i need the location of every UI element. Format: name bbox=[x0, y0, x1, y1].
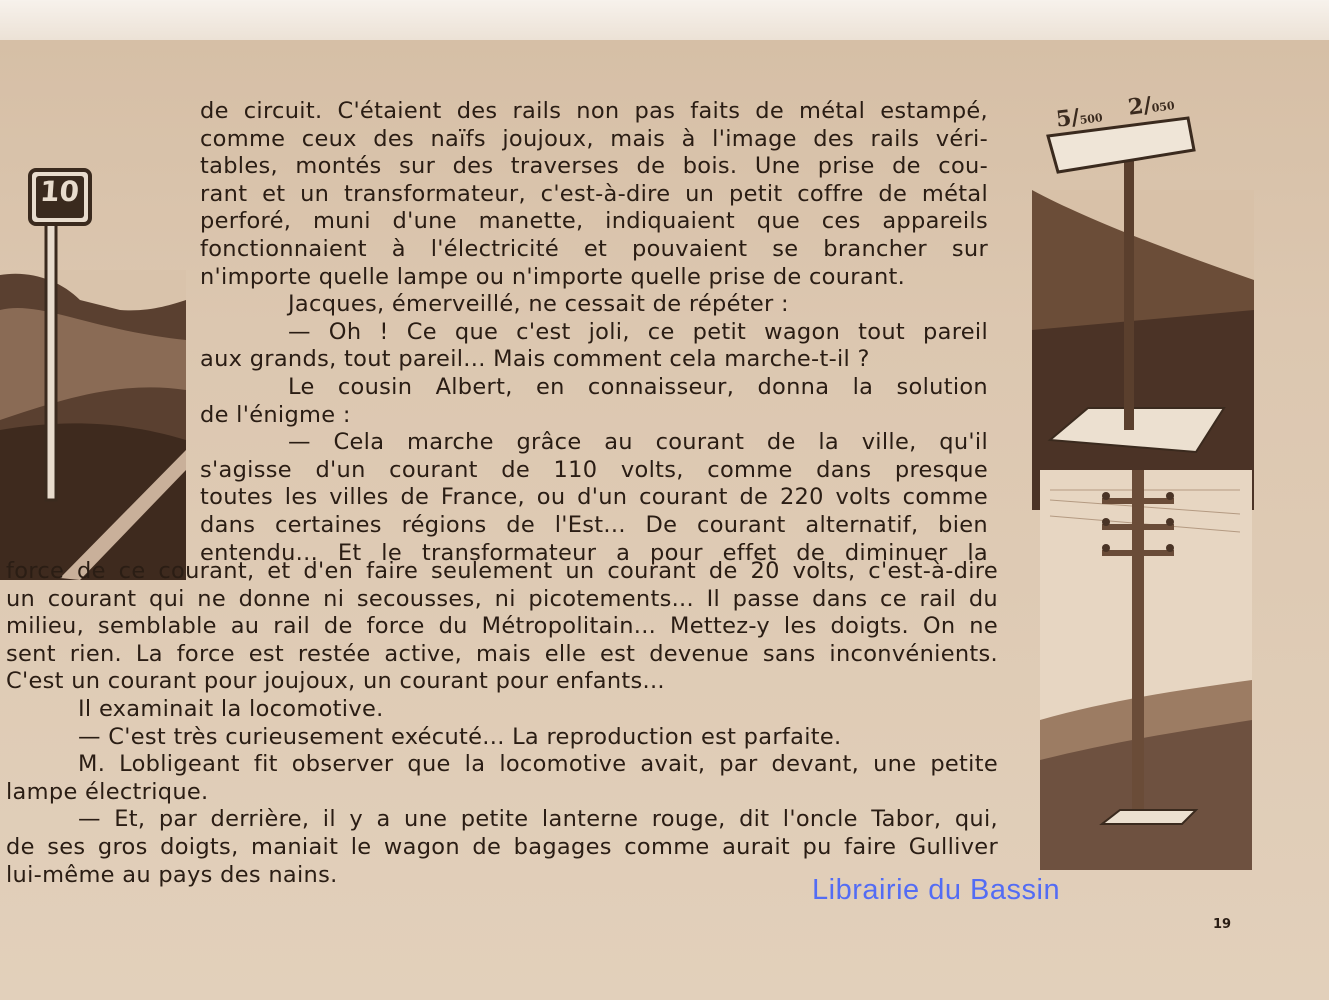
text-line: M. Lobligeant fit observer que la locomotive avait, par devant, une petite bbox=[78, 751, 998, 778]
text-line: — Oh ! Ce que c'est joli, ce petit wagon tout pareil bbox=[288, 318, 988, 345]
text-column-wide bbox=[6, 558, 998, 889]
text-line: de circuit. C'étaient des rails non pas faits de métal estampé, bbox=[200, 98, 988, 124]
text-line: un courant qui ne donne ni secousses, ni picotements... Il passe dans ce rail du bbox=[6, 585, 998, 612]
text-line: force de ce courant, et d'en faire seulement un courant de 20 volts, c'est-à-dire bbox=[6, 558, 998, 584]
text-line: tables, montés sur des traverses de bois. Une prise de cou- bbox=[200, 153, 988, 180]
gradient-post-illustration bbox=[1028, 80, 1258, 520]
text-line: sent rien. La force est restée active, mais elle est devenue sans inconvénients. bbox=[6, 640, 998, 667]
text-line: C'est un courant pour joujoux, un courant pour enfants... bbox=[6, 668, 665, 695]
text-line: entendu... Et le transformateur a pour effet de diminuer la bbox=[200, 539, 988, 566]
text-line: s'agisse d'un courant de 110 volts, comme dans presque bbox=[200, 456, 988, 483]
page-number: 19 bbox=[1213, 917, 1232, 932]
text-line: — C'est très curieusement exécuté... La reproduction est parfaite. bbox=[78, 723, 842, 750]
text-line: — Cela marche grâce au courant de la ville, qu'il bbox=[288, 429, 988, 456]
text-line: comme ceux des naïfs joujoux, mais à l'image des rails véri- bbox=[200, 125, 988, 152]
milepost-illustration bbox=[0, 100, 190, 590]
gradient-sign-right: 2/050 bbox=[1126, 92, 1176, 121]
text-line: lampe électrique. bbox=[6, 778, 209, 805]
text-line: — Et, par derrière, il y a une petite lanterne rouge, dit l'oncle Tabor, qui, bbox=[78, 806, 998, 833]
telegraph-pole-illustration bbox=[1040, 470, 1252, 870]
text-line: n'importe quelle lampe ou n'importe quelle prise de courant. bbox=[200, 263, 906, 290]
milepost-number: 10 bbox=[38, 175, 81, 208]
text-line: aux grands, tout pareil... Mais comment cela marche-t-il ? bbox=[200, 346, 870, 373]
gradient-sign-left: 5/500 bbox=[1054, 104, 1104, 133]
text-line: de l'énigme : bbox=[200, 401, 351, 428]
text-column-narrow bbox=[200, 98, 988, 567]
text-line: dans certaines régions de l'Est... De courant alternatif, bien bbox=[200, 511, 988, 538]
text-line: Le cousin Albert, en connaisseur, donna la solution bbox=[288, 373, 988, 400]
text-line: lui-même au pays des nains. bbox=[6, 861, 338, 888]
watermark: Librairie du Bassin bbox=[812, 874, 1061, 906]
text-line: de ses gros doigts, maniait le wagon de bagages comme aurait pu faire Gulliver bbox=[6, 833, 998, 860]
text-line: Il examinait la locomotive. bbox=[78, 695, 384, 722]
text-line: milieu, semblable au rail de force du Métropolitain... Mettez-y les doigts. On ne bbox=[6, 613, 998, 640]
text-line: rant et un transformateur, c'est-à-dire un petit coffre de métal bbox=[200, 180, 988, 207]
text-line: Jacques, émerveillé, ne cessait de répéter : bbox=[288, 291, 789, 318]
page-top-edge bbox=[0, 0, 1329, 40]
text-line: toutes les villes de France, ou d'un courant de 220 volts comme bbox=[200, 484, 988, 511]
text-line: fonctionnaient à l'électricité et pouvaient se brancher sur bbox=[200, 235, 988, 262]
book-page bbox=[0, 40, 1329, 1000]
text-line: perforé, muni d'une manette, indiquaient que ces appareils bbox=[200, 208, 988, 235]
